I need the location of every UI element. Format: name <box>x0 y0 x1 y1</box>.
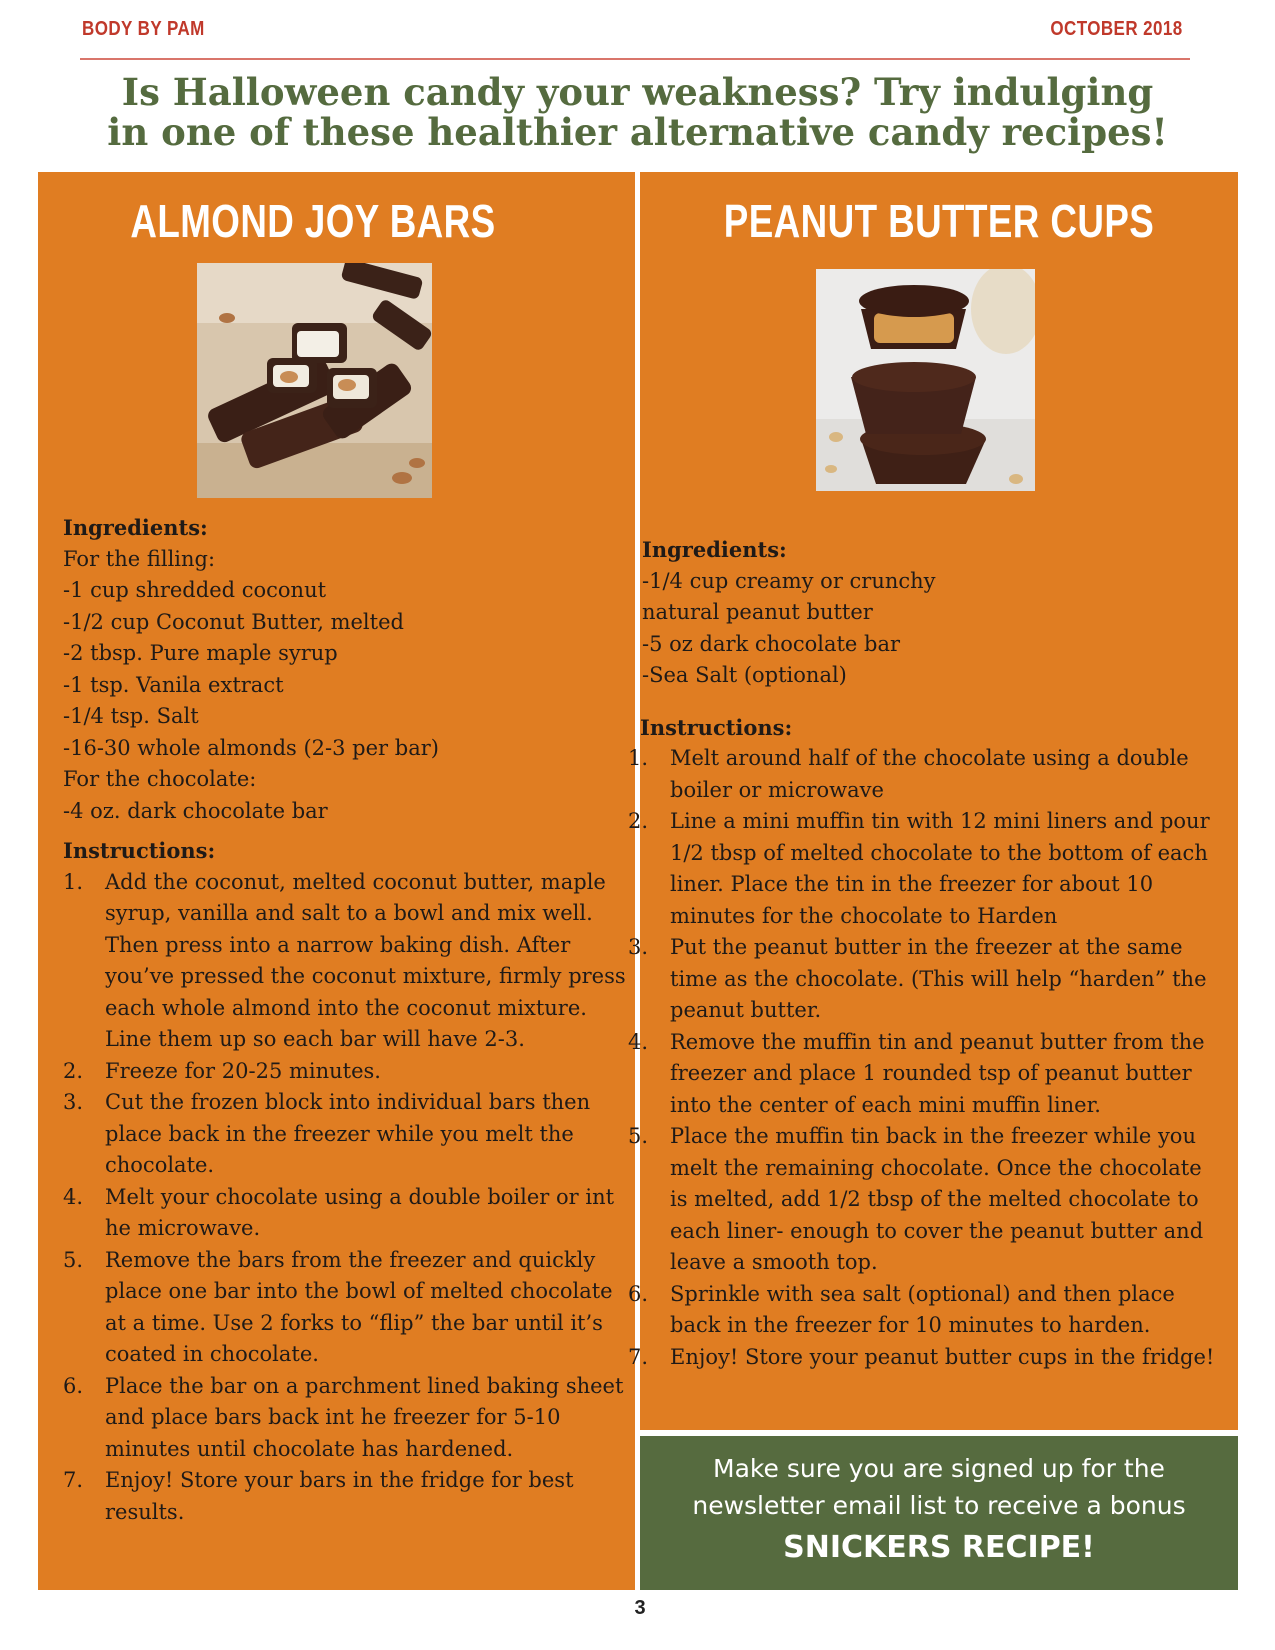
step-text-line: liner. Place the tin in the freezer for about 10 <box>670 872 1154 896</box>
ingredient-line: For the chocolate: <box>63 767 257 791</box>
step-text-line: each liner- enough to cover the peanut butter and <box>670 1218 1204 1243</box>
step-text-line: minutes for the chocolate to Harden <box>670 903 1058 928</box>
step-text-line: Line a mini muffin tin with 12 mini liners and pour <box>670 809 1210 833</box>
step-text-line: peanut butter. <box>670 998 822 1022</box>
header-divider <box>80 58 1190 60</box>
step-number: 4. <box>628 1029 649 1054</box>
instruction-step <box>628 1121 1238 1279</box>
callout-line-2: newsletter email list to receive a bonus <box>692 1491 1186 1520</box>
step-text-line: each whole almond into the coconut mixture. <box>105 995 587 1020</box>
step-text-line: melt the remaining chocolate. Once the chocolate <box>670 1155 1202 1180</box>
step-number: 7. <box>63 1468 84 1492</box>
step-text-line: Freeze for 20-25 minutes. <box>105 1058 381 1083</box>
instruction-step <box>63 1371 624 1466</box>
peanut-butter-cups-panel <box>628 172 1238 1430</box>
peanut-butter-cups-photo <box>816 269 1035 491</box>
step-text-line: is melted, add 1/2 tbsp of the melted chocolate to <box>670 1187 1199 1211</box>
step-text-line: Cut the frozen block into individual bars then <box>105 1090 591 1114</box>
almond-joy-ingredients-list <box>63 544 613 828</box>
step-number: 2. <box>628 809 649 833</box>
brand-name: BODY BY PAM <box>82 18 205 40</box>
ingredient-line: -1/4 tsp. Salt <box>63 704 199 728</box>
instruction-step <box>628 806 1238 932</box>
step-text-line: freezer and place 1 rounded tsp of peanut butter <box>670 1061 1192 1085</box>
step-text-line: back in the freezer for 10 minutes to harden. <box>670 1313 1151 1337</box>
ingredient-line: -1 cup shredded coconut <box>63 578 327 602</box>
page-headline <box>40 72 1235 152</box>
step-number: 5. <box>63 1247 84 1272</box>
step-text-line: Add the coconut, melted coconut butter, maple <box>105 869 606 894</box>
callout-line-1: Make sure you are signed up for the <box>713 1454 1165 1483</box>
step-number: 6. <box>63 1373 84 1398</box>
almond-joy-panel <box>38 172 635 1590</box>
step-number: 7. <box>628 1344 649 1369</box>
step-number: 5. <box>628 1124 649 1148</box>
instruction-step <box>63 1245 613 1371</box>
step-text-line: leave a smooth top. <box>670 1250 878 1274</box>
instruction-step <box>628 1027 1238 1122</box>
step-text-line: Melt your chocolate using a double boiler or int <box>105 1184 615 1209</box>
instruction-step <box>628 1342 1238 1374</box>
step-text-line: Line them up so each bar will have 2-3. <box>105 1027 525 1051</box>
step-number: 6. <box>628 1281 649 1306</box>
step-number: 4. <box>63 1184 84 1209</box>
issue-date: OCTOBER 2018 <box>1050 18 1183 40</box>
step-text-line: Remove the muffin tin and peanut butter from the <box>670 1029 1205 1054</box>
peanut-butter-cups-steps <box>628 743 1238 1373</box>
ingredient-line: -1 tsp. Vanila extract <box>63 672 284 697</box>
step-text-line: Put the peanut butter in the freezer at the same <box>670 935 1183 959</box>
step-text-line: into the center of each mini muffin liner. <box>670 1092 1101 1117</box>
step-text-line: Sprinkle with sea salt (optional) and then place <box>670 1281 1175 1306</box>
ingredient-line: -2 tbsp. Pure maple syrup <box>63 641 338 665</box>
step-text-line: time as the chocolate. (This will help “harden” the <box>670 966 1207 991</box>
peanut-butter-cups-recipe-body <box>628 534 1238 1373</box>
instruction-step <box>63 867 626 1056</box>
headline-line-2: in one of these healthier alternative candy recipes! <box>107 110 1168 154</box>
ingredient-line: -4 oz. dark chocolate bar <box>63 798 328 823</box>
step-text-line: place one bar into the bowl of melted chocolate <box>105 1279 613 1303</box>
step-text-line: he microwave. <box>105 1216 261 1240</box>
peanut-butter-cups-ingredients-label: Ingredients: <box>642 537 787 562</box>
step-text-line: you’ve pressed the coconut mixture, firmly press <box>105 964 626 988</box>
ingredient-line: natural peanut butter <box>642 600 873 624</box>
newsletter-callout <box>640 1436 1238 1590</box>
step-text-line: Then press into a narrow baking dish. After <box>105 932 571 957</box>
step-text-line: Melt around half of the chocolate using a double <box>670 746 1189 770</box>
ingredient-line: -Sea Salt (optional) <box>642 663 847 687</box>
instruction-step <box>63 1182 613 1245</box>
step-text-line: at a time. Use 2 forks to “flip” the bar until it’s <box>105 1310 603 1335</box>
instruction-step <box>628 743 1238 806</box>
ingredient-line: -5 oz dark chocolate bar <box>642 631 901 656</box>
ingredient-line: -16-30 whole almonds (2-3 per bar) <box>63 735 439 760</box>
peanut-butter-cups-ingredients-list <box>640 566 1238 692</box>
step-number: 3. <box>628 935 649 959</box>
step-text-line: results. <box>105 1499 185 1524</box>
almond-joy-title: ALMOND JOY BARS <box>130 195 496 247</box>
headline-line-1: Is Halloween candy your weakness? Try indulging <box>121 70 1154 114</box>
ingredient-line: For the filling: <box>63 546 216 571</box>
instruction-step <box>628 1279 1238 1342</box>
peanut-butter-cups-instructions-label: Instructions: <box>640 714 793 740</box>
step-text-line: and place bars back int he freezer for 5-10 <box>105 1405 561 1429</box>
step-text-line: Enjoy! Store your peanut butter cups in the fridge! <box>670 1344 1215 1369</box>
step-text-line: Remove the bars from the freezer and quickly <box>105 1247 596 1272</box>
step-text-line: Place the muffin tin back in the freezer while you <box>670 1124 1196 1148</box>
ingredient-line: -1/2 cup Coconut Butter, melted <box>63 609 404 634</box>
callout-line-3: SNICKERS RECIPE! <box>783 1530 1095 1565</box>
step-text-line: Place the bar on a parchment lined baking sheet <box>105 1373 624 1398</box>
almond-joy-recipe-body <box>63 512 626 1528</box>
page-number: 3 <box>634 1597 646 1619</box>
step-text-line: syrup, vanilla and salt to a bowl and mix well. <box>105 901 593 925</box>
instruction-step <box>63 1056 613 1088</box>
almond-joy-steps <box>63 867 626 1529</box>
almond-joy-instructions-label: Instructions: <box>63 838 216 863</box>
step-text-line: chocolate. <box>105 1153 215 1177</box>
almond-joy-photo <box>197 263 432 498</box>
ingredient-line: -1/4 cup creamy or crunchy <box>642 568 936 593</box>
step-number: 1. <box>63 869 84 894</box>
instruction-step <box>63 1465 613 1528</box>
step-text-line: coated in chocolate. <box>105 1342 319 1366</box>
step-text-line: boiler or microwave <box>670 777 884 802</box>
instruction-step <box>63 1087 613 1182</box>
step-text-line: 1/2 tbsp of melted chocolate to the bottom of each <box>670 840 1208 865</box>
instruction-step <box>628 932 1238 1027</box>
step-number: 2. <box>63 1058 84 1083</box>
step-text-line: place back in the freezer while you melt the <box>105 1121 574 1146</box>
peanut-butter-cups-title: PEANUT BUTTER CUPS <box>723 195 1155 247</box>
step-number: 1. <box>628 746 649 770</box>
step-text-line: Enjoy! Store your bars in the fridge for best <box>105 1468 574 1492</box>
almond-joy-ingredients-label: Ingredients: <box>63 515 208 540</box>
step-text-line: minutes until chocolate has hardened. <box>105 1436 514 1461</box>
step-number: 3. <box>63 1090 84 1114</box>
